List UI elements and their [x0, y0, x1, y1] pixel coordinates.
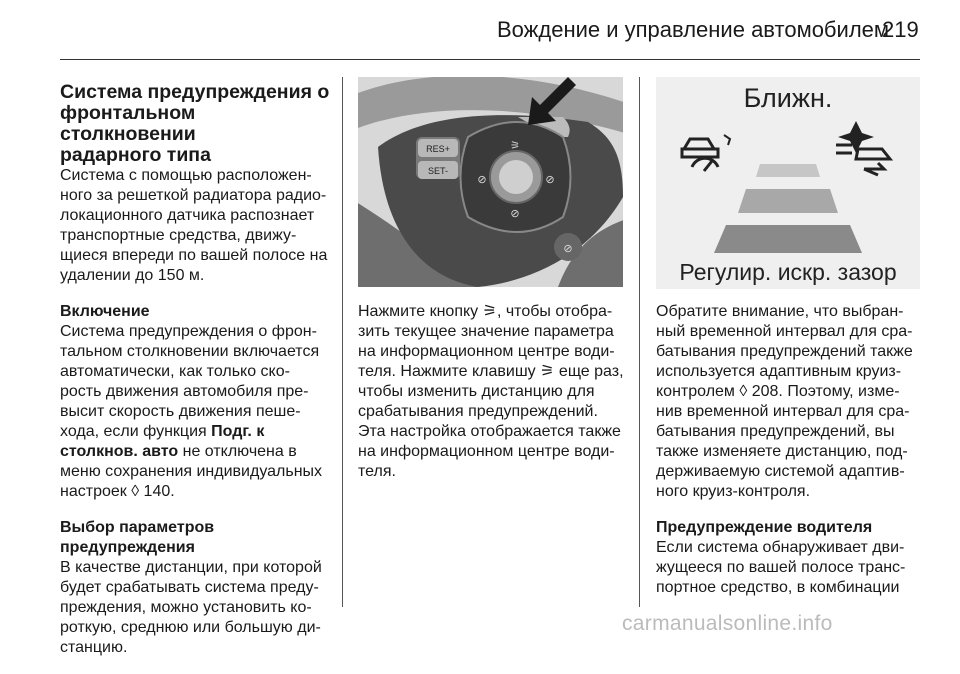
section-heading: Система предупреждения о фронтальном столкновении радарного типа	[60, 81, 330, 166]
gap-display-figure	[656, 77, 920, 289]
page-ref-arrow-icon: ◊	[131, 483, 140, 500]
watermark: carmanualsonline.info	[622, 612, 833, 635]
activation-paragraph: Включение Система предупреждения о фрон- тальном столкновении включается автоматически, как только ско- рость движения автомобиля пре- высит скорость движения пеше- хода, если функция Подг. к столкнов. авто не отключена в меню сохранения индивидуальных настроек ◊ 140.	[60, 302, 335, 502]
page-ref-arrow-icon: ◊	[739, 383, 748, 400]
column-2-text: Нажмите кнопку ⚞, чтобы отобра- зить текущее значение параметра на информационном центре води- теля. Нажмите клавишу ⚞ еще раз, чтобы изменить дистанцию для срабатывания предупреждений. Эта настройка отображается также на информационном центре води- теля.	[358, 303, 624, 480]
driver-warning-title: Предупреждение водителя	[656, 519, 873, 536]
front-collision-icon	[836, 121, 890, 175]
distance-button-icon[interactable]: ⚞	[510, 140, 520, 152]
page-ref[interactable]: 140.	[139, 483, 175, 500]
column-1	[60, 82, 335, 674]
cancel-icon: ⊘	[510, 208, 520, 220]
activation-title: Включение	[60, 303, 150, 320]
driver-alert-icon	[682, 135, 730, 171]
distance-button-icon: ⚞	[482, 303, 497, 320]
display-bottom-text: Регулир. искр. зазор	[679, 259, 897, 285]
column-divider-1	[342, 77, 343, 607]
res-button-label: RES+	[426, 144, 450, 154]
steering-wheel-figure	[358, 77, 623, 287]
gap-bar-short	[756, 164, 820, 177]
steering-wheel-illustration	[358, 77, 623, 287]
note-paragraph: Обратите внимание, что выбран- ный временной интервал для сра- батывания предупреждений также используется адаптивным круиз- контролем ◊ 208. Поэтому, изме- нив временной интервал для сра- батывания предупреждений, вы также изменяете дистанцию, под- держиваемую системой адаптив- ного круиз-контроля.	[656, 303, 913, 500]
gap-bar-long	[714, 225, 862, 253]
page-header	[0, 0, 960, 58]
driver-warning-paragraph: Предупреждение водителя Если система обнаруживает дви- жущееся по вашей полосе транс- портное средство, в комбинации	[656, 518, 926, 598]
column-divider-2	[639, 77, 640, 607]
column-3-text	[656, 302, 926, 614]
intro-paragraph: Система с помощью расположен- ного за решеткой радиатора радио- локационного датчика распознает транспортные средства, движу- щиеся впереди по вашей полосе на удалении до 150 м.	[60, 167, 328, 284]
selection-title: Выбор параметров предупреждения	[60, 519, 215, 556]
selection-paragraph: Выбор параметров предупреждения В качестве дистанции, при которой будет срабатывать система преду- преждения, можно установить ко- роткую, среднюю или большую ди- станцию.	[60, 518, 335, 658]
limiter-icon: ⊘	[545, 174, 555, 186]
page-number: 219	[882, 17, 919, 42]
header-title: Вождение и управление автомобилем	[497, 17, 890, 42]
set-button-label: SET-	[427, 166, 449, 176]
gap-bar-medium	[738, 189, 838, 213]
function-name: Подг. к	[211, 423, 265, 440]
distance-button-icon: ⚞	[540, 363, 555, 380]
display-top-text: Ближн.	[743, 83, 833, 113]
page-ref[interactable]: 208. Поэтому, изме-	[747, 383, 900, 400]
secondary-button-icon: ⊘	[563, 243, 573, 255]
cruise-icon: ⊘	[477, 174, 487, 186]
header-rule	[60, 59, 920, 60]
